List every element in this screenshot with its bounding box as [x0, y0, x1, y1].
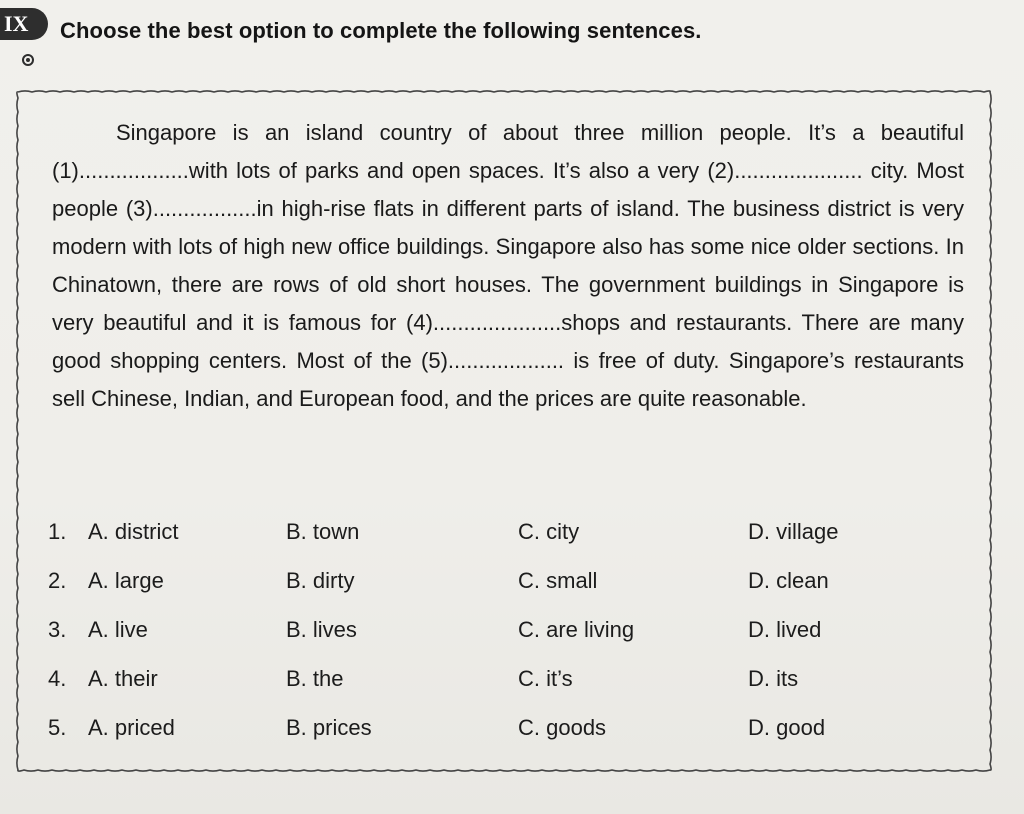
passage-paragraph — [52, 114, 964, 418]
option-a: A. priced — [88, 715, 175, 740]
option-d: D. good — [748, 715, 826, 740]
question-row-3 — [48, 610, 948, 659]
option-c: C. small — [518, 568, 598, 593]
answer-options — [48, 512, 948, 757]
question-number: 1. — [48, 519, 67, 544]
option-b: B. dirty — [286, 568, 355, 593]
blank-2: (2)..................... — [707, 158, 863, 183]
option-d: D. clean — [748, 568, 829, 593]
question-number: 3. — [48, 617, 67, 642]
question-row-5 — [48, 708, 948, 757]
option-c: C. it’s — [518, 666, 573, 691]
blank-3: (3)................. — [125, 196, 257, 221]
instruction-heading: Choose the best option to complete the following sentences. — [60, 18, 702, 43]
passage-text: city. Most people — [52, 158, 964, 221]
passage-text: is free of duty. Singapore’s restaurants sell Chinese, Indian, and European food, and the prices are quite reasonable. — [52, 348, 964, 411]
option-a: A. large — [88, 568, 164, 593]
passage-text: with lots of parks and open spaces. It’s also a very — [188, 158, 708, 183]
option-b: B. the — [286, 666, 344, 691]
passage-text: shops and restaurants. There are many good shopping centers. Most of the — [52, 310, 965, 373]
option-d: D. village — [748, 519, 839, 544]
blank-1: (1).................. — [52, 158, 189, 183]
option-c: C. are living — [518, 617, 635, 642]
option-b: B. town — [286, 519, 360, 544]
question-row-4 — [48, 659, 948, 708]
option-a: A. live — [88, 617, 148, 642]
option-c: C. goods — [518, 715, 607, 740]
option-d: D. lived — [748, 617, 822, 642]
blank-5: (5)................... — [421, 348, 565, 373]
option-d: D. its — [748, 666, 799, 691]
option-a: A. district — [88, 519, 179, 544]
question-number: 2. — [48, 568, 67, 593]
reading-passage — [52, 114, 964, 418]
option-a: A. their — [88, 666, 158, 691]
question-row-1 — [48, 512, 948, 561]
option-b: B. prices — [286, 715, 372, 740]
question-number: 4. — [48, 666, 67, 691]
question-row-2 — [48, 561, 948, 610]
option-c: C. city — [518, 519, 580, 544]
blank-4: (4)..................... — [406, 310, 562, 335]
passage-text: in high-rise flats in different parts of island. The business district is very modern with lots of high new office buildings. Singapore also has some nice older sections. In Chinatown, there are rows of old short houses. The government buildings in Singapore is very beautiful and it is famous for — [52, 196, 964, 335]
section-number-badge: IX — [0, 8, 48, 40]
question-number: 5. — [48, 715, 67, 740]
passage-text: Singapore is an island country of about three million people. It’s a beautiful — [116, 120, 964, 145]
option-b: B. lives — [286, 617, 357, 642]
